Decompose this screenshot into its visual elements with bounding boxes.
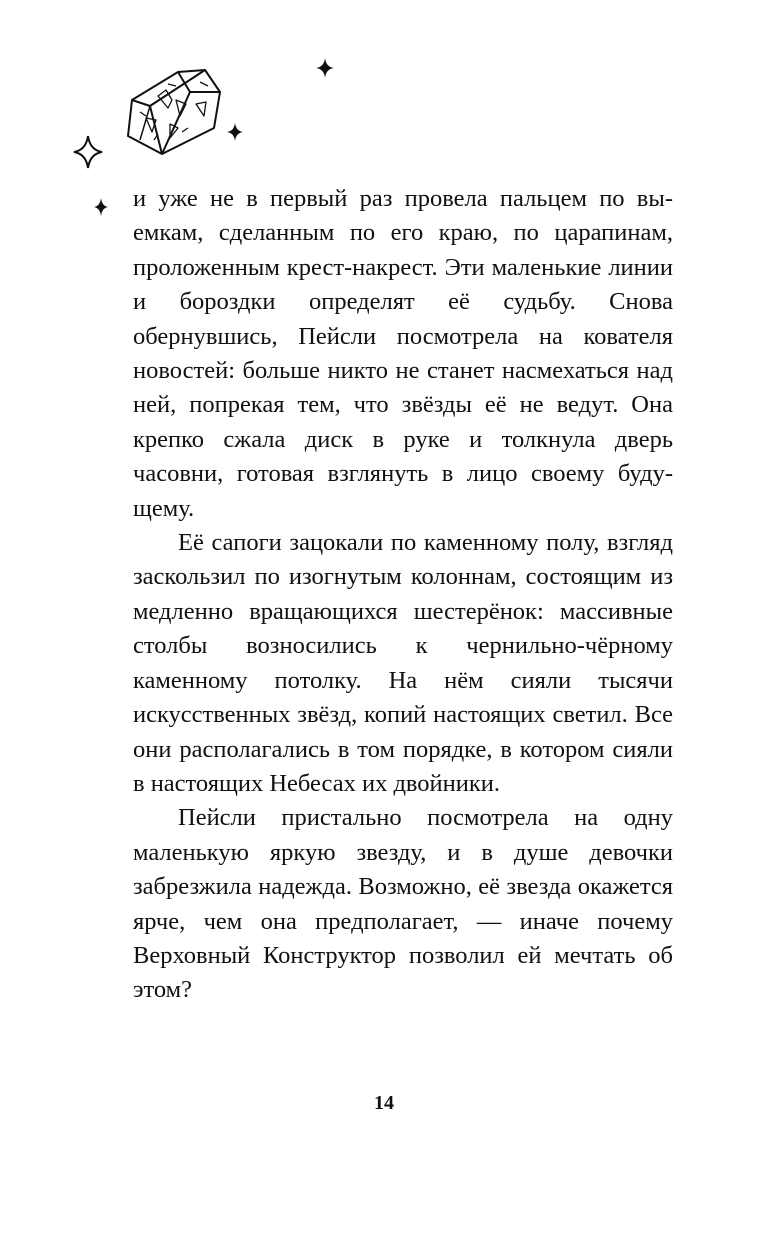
body-text	[133, 182, 673, 1008]
sparkle-star-icon	[74, 136, 102, 168]
page-number: 14	[374, 1092, 394, 1114]
paragraph-1: и уже не в первый раз провела пальцем по выемкам, сделанным по его краю, по царапинам, проложенным крест-накрест. Эти маленькие линии и бороздки определят её судьбу. Снова обернувшись, Пейсли посмотрела на кователя новостей: больше никто не станет насмехаться над ней, попрекая тем, что звёзды её не ведут. Она крепко сжала диск в руке и толкнула дверь часовни, готовая взглянуть в лицо своему будущему.	[133, 185, 673, 522]
paragraph-2: Её сапоги зацокали по каменному полу, взгляд заскользил по изогнутым колоннам, состоящим из медленно вращающихся шестерёнок: массивные столбы возносились к чернильно-чёрному каменному потолку. На нём сияли тысячи искусственных звёзд, копий настоящих светил. Все они располагались в том порядке, в котором сияли в настоящих Небесах их двойники.	[133, 529, 673, 797]
paragraph-3: Пейсли пристально посмотрела на одну маленькую яркую звезду, и в душе девочки забрезжила надежда. Возможно, её звезда окажется ярче, чем она предполагает, — иначе почему Верховный Конструктор позволил ей мечтать об этом?	[133, 804, 673, 1004]
sparkle-star-icon	[94, 198, 108, 216]
sparkle-star-icon	[227, 123, 243, 141]
crystal-icon	[128, 70, 220, 154]
sparkle-star-icon	[316, 58, 334, 78]
